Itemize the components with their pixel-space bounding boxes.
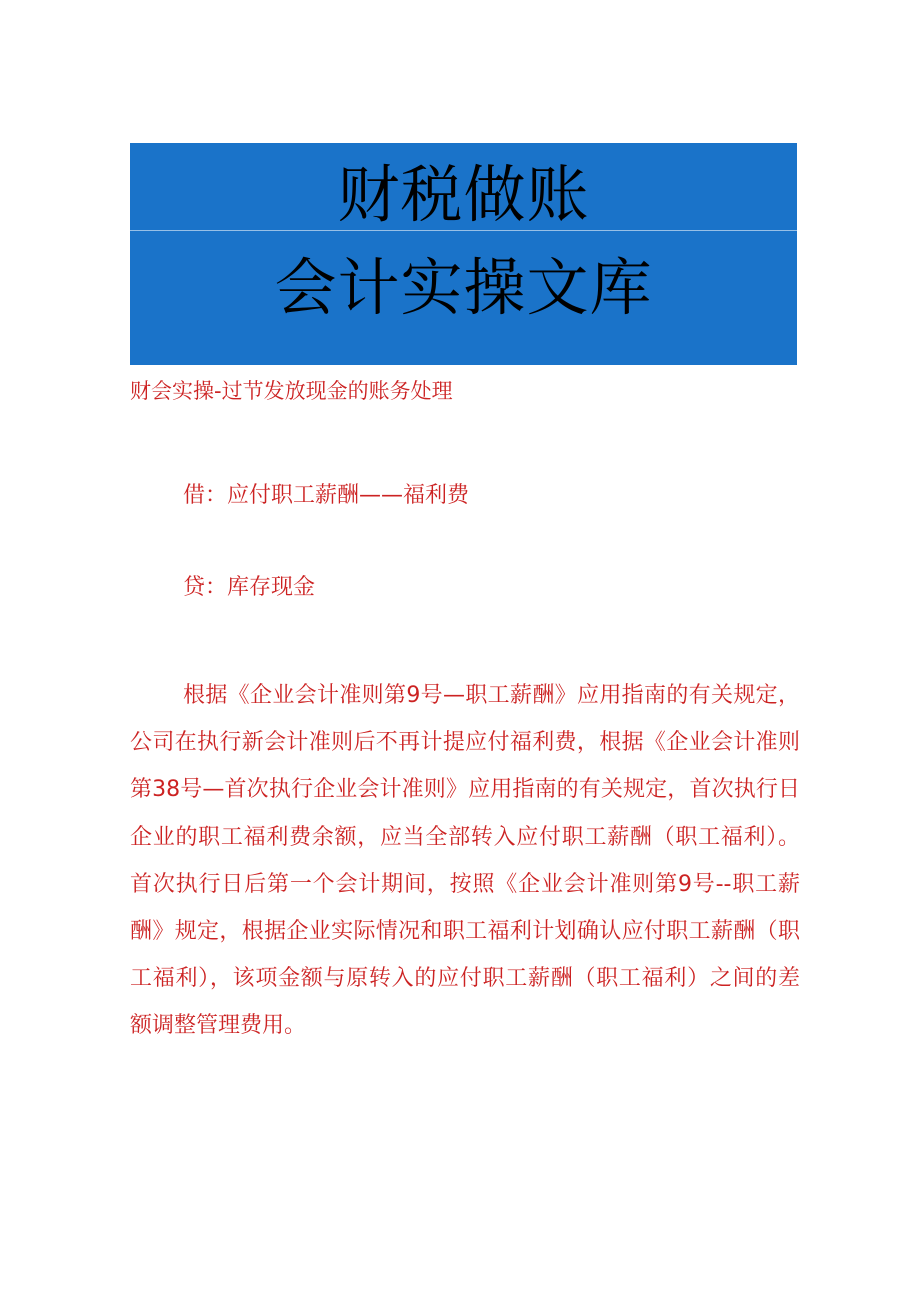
body-paragraph: 根据《企业会计准则第9号—职工薪酬》应用指南的有关规定，公司在执行新会计准则后不再计提应付福利费，根据《企业会计准则第38号—首次执行企业会计准则》应用指南的有关规定，首次执行日企业的职工福利费余额，应当全部转入应付职工薪酬（职工福利）。首次执行日后第一个会计期间，按照《企业会计准则第9号--职工薪酬》规定，根据企业实际情况和职工福利计划确认应付职工薪酬（职工福利），该项金额与原转入的应付职工薪酬（职工福利）之间的差额调整管理费用。 xyxy=(130,683,800,1039)
credit-entry: 贷：库存现金 xyxy=(183,575,316,600)
banner-title-line1: 财税做账 xyxy=(337,158,590,231)
debit-entry: 借：应付职工薪酬——福利费 xyxy=(183,483,470,508)
banner-title-line2: 会计实操文库 xyxy=(274,251,653,324)
document-title: 财会实操-过节发放现金的账务处理 xyxy=(130,379,453,403)
